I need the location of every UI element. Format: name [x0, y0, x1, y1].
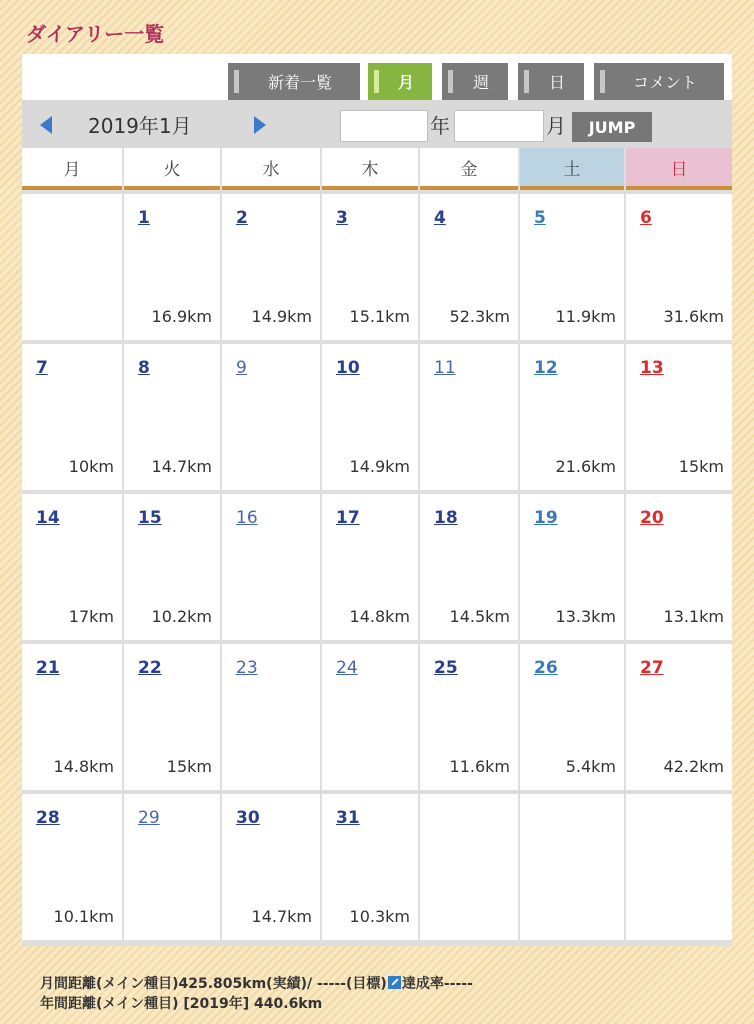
day-link[interactable]: 2: [236, 208, 248, 228]
calendar-day-cell: [22, 344, 122, 490]
weekday-header-thu: 木: [322, 148, 418, 190]
day-link[interactable]: 22: [138, 658, 162, 678]
calendar-day-cell: [124, 344, 220, 490]
day-link[interactable]: 21: [36, 658, 60, 678]
day-link[interactable]: 24: [336, 658, 358, 678]
day-link[interactable]: 9: [236, 358, 247, 378]
jump-button[interactable]: JUMP: [572, 112, 652, 142]
calendar-day-cell: [626, 494, 732, 640]
day-link[interactable]: 29: [138, 808, 160, 828]
calendar-day-cell: [420, 194, 518, 340]
calendar-day-cell: [222, 194, 320, 340]
day-link[interactable]: 30: [236, 808, 260, 828]
calendar-day-cell: [124, 494, 220, 640]
calendar-day-cell: [22, 494, 122, 640]
day-distance: 15.1km: [349, 307, 410, 326]
year-input[interactable]: [340, 110, 428, 142]
day-distance: 13.1km: [663, 607, 724, 626]
day-link[interactable]: 28: [36, 808, 60, 828]
day-link[interactable]: 17: [336, 508, 360, 528]
day-distance: 5.4km: [565, 757, 616, 776]
month-nav: [22, 100, 732, 148]
achievement-rate-text: 達成率-----: [401, 976, 473, 992]
calendar-day-cell: [222, 494, 320, 640]
day-link[interactable]: 14: [36, 508, 60, 528]
tab-week[interactable]: 週: [442, 63, 508, 100]
day-link[interactable]: 15: [138, 508, 162, 528]
day-link[interactable]: 18: [434, 508, 458, 528]
view-tabs: [22, 54, 732, 100]
calendar-panel: [22, 54, 732, 946]
day-link[interactable]: 12: [534, 358, 558, 378]
calendar-day-cell: [222, 644, 320, 790]
calendar-empty-cell: [22, 194, 122, 340]
weekday-header-wed: 水: [222, 148, 320, 190]
day-distance: 15km: [166, 757, 212, 776]
yearly-distance-line: 年間距離(メイン種目) [2019年] 440.6km: [40, 996, 323, 1012]
day-distance: 14.7km: [251, 907, 312, 926]
day-link[interactable]: 13: [640, 358, 664, 378]
calendar-day-cell: [626, 644, 732, 790]
month-unit-label: 月: [546, 114, 566, 138]
day-distance: 21.6km: [555, 457, 616, 476]
calendar-day-cell: [222, 344, 320, 490]
year-unit-label: 年: [430, 114, 450, 138]
calendar-day-cell: [124, 644, 220, 790]
next-month-arrow-icon[interactable]: [254, 116, 266, 134]
weekday-header-fri: 金: [420, 148, 518, 190]
monthly-distance-text: 月間距離(メイン種目)425.805km(実績)/ -----(目標): [40, 976, 387, 992]
calendar-day-cell: [520, 344, 624, 490]
day-link[interactable]: 3: [336, 208, 348, 228]
day-distance: 14.9km: [251, 307, 312, 326]
calendar-day-cell: [124, 794, 220, 940]
calendar-day-cell: [322, 794, 418, 940]
calendar-day-cell: [626, 344, 732, 490]
day-distance: 31.6km: [663, 307, 724, 326]
calendar-day-cell: [222, 794, 320, 940]
monthly-distance-line: [40, 974, 473, 994]
day-link[interactable]: 11: [434, 358, 456, 378]
calendar-empty-cell: [420, 794, 518, 940]
day-distance: 13.3km: [555, 607, 616, 626]
day-link[interactable]: 6: [640, 208, 652, 228]
current-month-label: 2019年1月: [88, 114, 192, 138]
day-link[interactable]: 7: [36, 358, 48, 378]
edit-icon[interactable]: [388, 976, 401, 989]
day-distance: 10km: [68, 457, 114, 476]
calendar-day-cell: [322, 494, 418, 640]
weekday-header-tue: 火: [124, 148, 220, 190]
day-distance: 10.2km: [151, 607, 212, 626]
tab-new-list[interactable]: 新着一覧: [228, 63, 360, 100]
calendar-day-cell: [322, 344, 418, 490]
calendar-day-cell: [22, 644, 122, 790]
weekday-header-mon: 月: [22, 148, 122, 190]
calendar-empty-cell: [520, 794, 624, 940]
day-link[interactable]: 8: [138, 358, 150, 378]
calendar-day-cell: [520, 644, 624, 790]
tab-day[interactable]: 日: [518, 63, 584, 100]
weekday-header-sat: 土: [520, 148, 624, 190]
day-distance: 11.9km: [555, 307, 616, 326]
day-link[interactable]: 5: [534, 208, 546, 228]
day-distance: 16.9km: [151, 307, 212, 326]
day-distance: 52.3km: [449, 307, 510, 326]
calendar-day-cell: [322, 194, 418, 340]
day-link[interactable]: 25: [434, 658, 458, 678]
day-link[interactable]: 20: [640, 508, 664, 528]
calendar-day-cell: [520, 494, 624, 640]
day-distance: 10.1km: [53, 907, 114, 926]
day-link[interactable]: 31: [336, 808, 360, 828]
day-distance: 15km: [678, 457, 724, 476]
calendar-day-cell: [420, 494, 518, 640]
day-link[interactable]: 1: [138, 208, 150, 228]
day-distance: 14.8km: [349, 607, 410, 626]
calendar-day-cell: [420, 644, 518, 790]
page-title: ダイアリー一覧: [26, 22, 165, 46]
day-link[interactable]: 26: [534, 658, 558, 678]
day-link[interactable]: 19: [534, 508, 558, 528]
day-link[interactable]: 16: [236, 508, 258, 528]
tab-comment[interactable]: コメント: [594, 63, 724, 100]
day-distance: 17km: [68, 607, 114, 626]
calendar-empty-cell: [626, 794, 732, 940]
calendar-day-cell: [520, 194, 624, 340]
day-distance: 14.5km: [449, 607, 510, 626]
calendar-day-cell: [322, 644, 418, 790]
calendar-day-cell: [420, 344, 518, 490]
day-distance: 11.6km: [449, 757, 510, 776]
day-link[interactable]: 23: [236, 658, 258, 678]
day-distance: 14.8km: [53, 757, 114, 776]
tab-month[interactable]: 月: [368, 63, 432, 100]
calendar-day-cell: [626, 194, 732, 340]
day-distance: 42.2km: [663, 757, 724, 776]
day-distance: 14.7km: [151, 457, 212, 476]
distance-summary: [40, 974, 473, 1014]
day-distance: 14.9km: [349, 457, 410, 476]
day-link[interactable]: 27: [640, 658, 664, 678]
day-link[interactable]: 4: [434, 208, 446, 228]
weekday-header-sun: 日: [626, 148, 732, 190]
month-input[interactable]: [454, 110, 544, 142]
prev-month-arrow-icon[interactable]: [40, 116, 52, 134]
calendar-day-cell: [22, 794, 122, 940]
day-link[interactable]: 10: [336, 358, 360, 378]
day-distance: 10.3km: [349, 907, 410, 926]
calendar-day-cell: [124, 194, 220, 340]
